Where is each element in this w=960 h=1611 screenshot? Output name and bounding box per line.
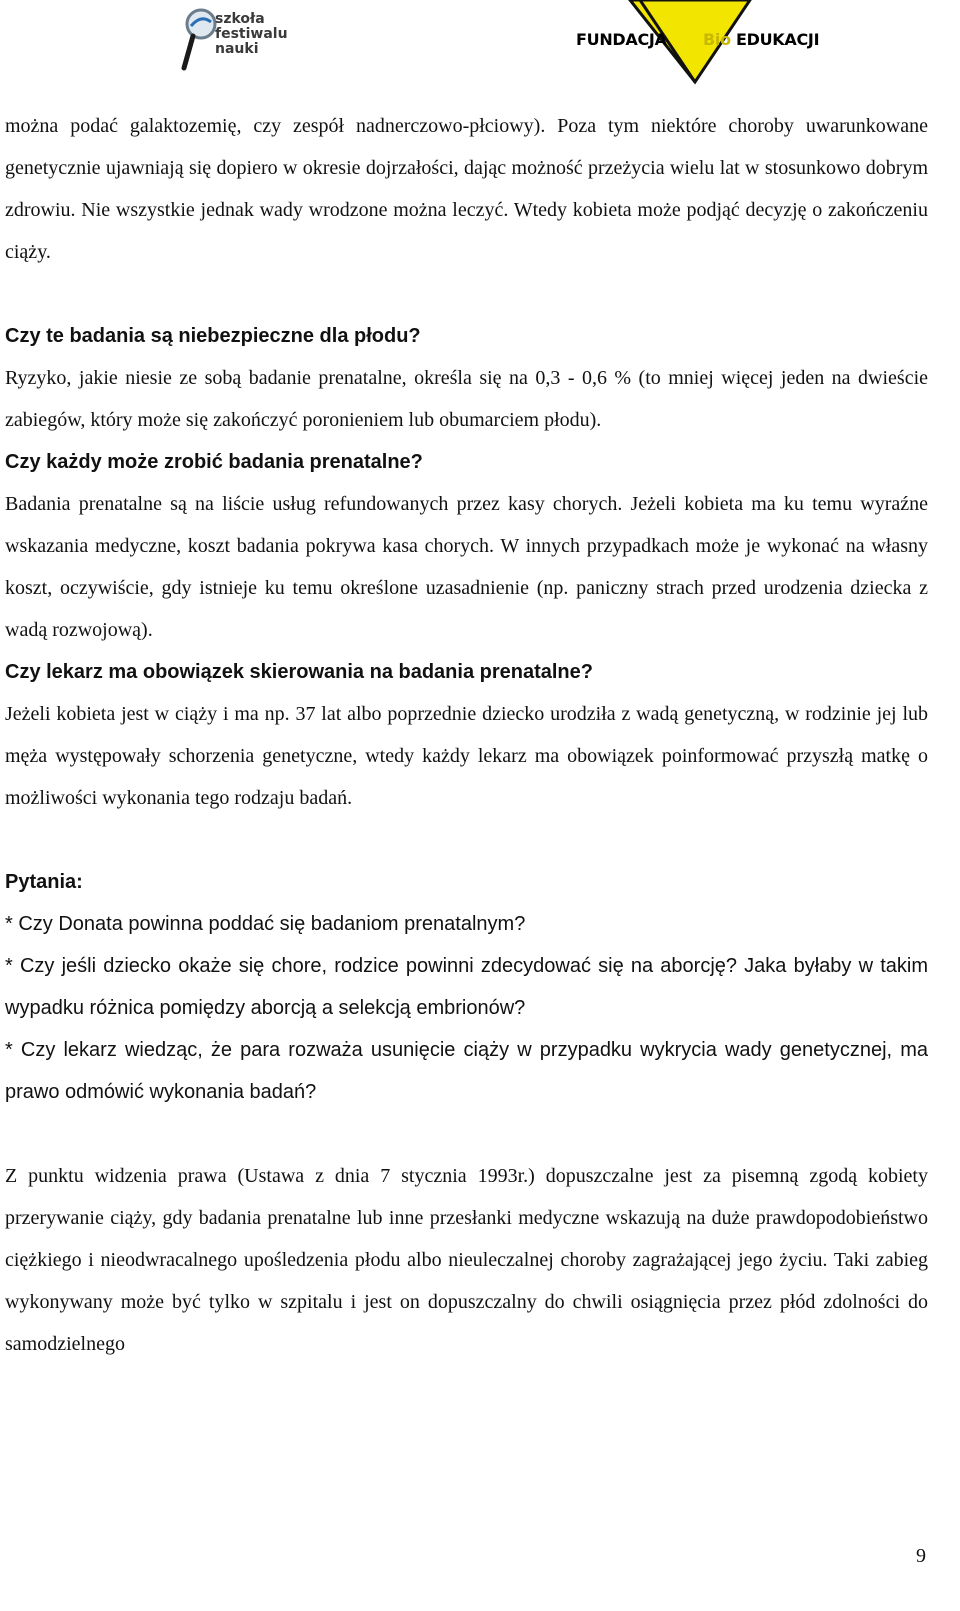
heading-doctor-duty: Czy lekarz ma obowiązek skierowania na badania prenatalne? xyxy=(5,661,593,683)
page-number: 9 xyxy=(916,1545,926,1567)
logo-right-fundacja: FUNDACJA xyxy=(576,30,667,49)
question-2: * Czy jeśli dziecko okaże się chore, rodzice powinni zdecydować się na aborcję? Jaka byłaby w takim wypadku różnica pomiędzy aborcją a selekcją embrionów? xyxy=(5,955,928,1019)
szkola-festiwalu-nauki-logo xyxy=(181,4,291,72)
logo-right-bio: Bio xyxy=(703,30,731,49)
question-1: * Czy Donata powinna poddać się badaniom prenatalnym? xyxy=(5,913,526,935)
law-paragraph: Z punktu widzenia prawa (Ustawa z dnia 7 stycznia 1993r.) dopuszczalne jest za pisemną zgodą kobiety przerywanie ciąży, gdy badania prenatalne lub inne przesłanki medyczne wskazują na duże prawdopodobieństwo ciężkiego i nieodwracalnego upośledzenia płodu albo nieuleczalnej choroby zagrażającej jego życiu. Taki zabieg wykonywany może być tylko w szpitalu i jest on dopuszczalny do chwili osiągnięcia przez płód zdolności do samodzielnego xyxy=(5,1165,928,1355)
logo-left-line-2: festiwalu xyxy=(215,26,288,42)
logo-left-line-1: szkoła xyxy=(215,11,265,27)
document-body xyxy=(5,105,928,1365)
intro-paragraph: można podać galaktozemię, czy zespół nadnerczowo-płciowy). Poza tym niektóre choroby uwarunkowane genetycznie ujawniają się dopiero w okresie dojrzałości, dając możność przeżycia wielu lat w stosunkowo dobrym zdrowiu. Nie wszystkie jednak wady wrodzone można leczyć. Wtedy kobieta może podjąć decyzję o zakończeniu ciąży. xyxy=(5,115,928,263)
heading-danger: Czy te badania są niebezpieczne dla płodu? xyxy=(5,325,421,347)
refund-paragraph: Badania prenatalne są na liście usług refundowanych przez kasy chorych. Jeżeli kobieta ma ku temu wyraźne wskazania medyczne, koszt badania pokrywa kasa chorych. W innych przypadkach może je wykonać na własny koszt, oczywiście, gdy istnieje ku temu określone uzasadnienie (np. paniczny strach przed urodzenia dziecka z wadą rozwojową). xyxy=(5,493,928,641)
logo-left-line-3: nauki xyxy=(215,41,259,57)
questions-title: Pytania: xyxy=(5,871,83,893)
question-3: * Czy lekarz wiedząc, że para rozważa usunięcie ciąży w przypadku wykrycia wady genetycznej, ma prawo odmówić wykonania badań? xyxy=(5,1039,928,1103)
risk-paragraph: Ryzyko, jakie niesie ze sobą badanie prenatalne, określa się na 0,3 - 0,6 % (to mniej więcej jeden na dwieście zabiegów, który może się zakończyć poronieniem lub obumarciem płodu). xyxy=(5,367,928,431)
heading-eligibility: Czy każdy może zrobić badania prenatalne? xyxy=(5,451,423,473)
logo-right-edukacji: EDUKACJI xyxy=(736,30,820,49)
fundacja-bioedukacji-logo xyxy=(570,0,830,85)
doctor-paragraph: Jeżeli kobieta jest w ciąży i ma np. 37 lat albo poprzednie dziecko urodziła z wadą genetyczną, w rodzinie jej lub męża występowały schorzenia genetyczne, wtedy każdy lekarz ma obowiązek poinformować przyszłą matkę o możliwości wykonania tego rodzaju badań. xyxy=(5,703,928,809)
logo-left-text xyxy=(215,12,288,57)
